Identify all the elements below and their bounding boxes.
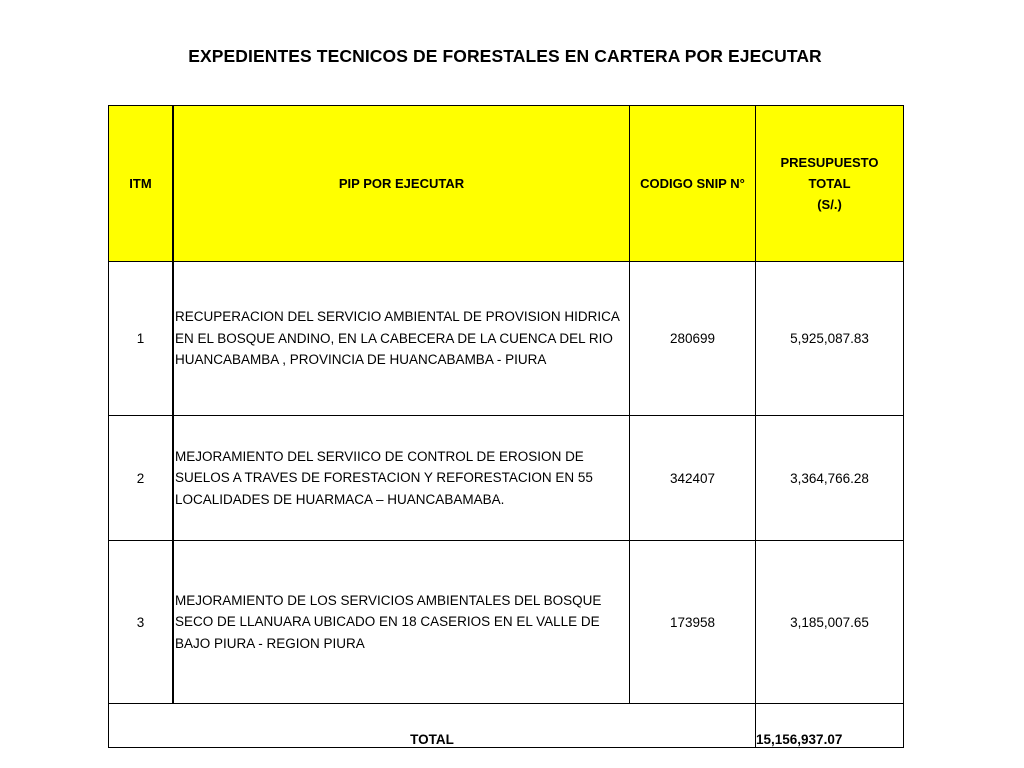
- header-pip: PIP POR EJECUTAR: [173, 106, 630, 262]
- total-value: 15,156,937.07: [756, 704, 904, 748]
- row-itm: 3: [109, 541, 174, 704]
- table-row: [109, 262, 904, 416]
- row-presupuesto: 5,925,087.83: [756, 262, 904, 416]
- total-label: TOTAL: [109, 704, 756, 748]
- table-row: [109, 416, 904, 541]
- row-snip: 173958: [630, 541, 756, 704]
- row-itm: 2: [109, 416, 174, 541]
- row-pip-text: MEJORAMIENTO DEL SERVIICO DE CONTROL DE EROSION DE SUELOS A TRAVES DE FORESTACION Y REFORESTACION EN 55 LOCALIDADES DE HUARMACA – HUANCABAMABA.: [175, 448, 593, 507]
- table-row: [109, 541, 904, 704]
- projects-table: [108, 105, 904, 748]
- page-title: EXPEDIENTES TECNICOS DE FORESTALES EN CARTERA POR EJECUTAR: [188, 46, 822, 66]
- row-presupuesto: 3,185,007.65: [756, 541, 904, 704]
- total-row: [109, 704, 904, 748]
- header-itm: ITM: [109, 106, 174, 262]
- row-pip: [173, 541, 630, 704]
- header-presupuesto-line1: PRESUPUESTO: [780, 155, 879, 170]
- row-pip: [173, 416, 630, 541]
- row-snip: 280699: [630, 262, 756, 416]
- row-pip-text: MEJORAMIENTO DE LOS SERVICIOS AMBIENTALES DEL BOSQUE SECO DE LLANUARA UBICADO EN 18 CASERIOS EN EL VALLE DE BAJO PIURA - REGION PIURA: [175, 592, 602, 651]
- table-header-row: [109, 106, 904, 262]
- row-itm: 1: [109, 262, 174, 416]
- header-snip: CODIGO SNIP N°: [630, 106, 756, 262]
- row-pip: [173, 262, 630, 416]
- row-snip: 342407: [630, 416, 756, 541]
- row-presupuesto: 3,364,766.28: [756, 416, 904, 541]
- row-pip-text: RECUPERACION DEL SERVICIO AMBIENTAL DE PROVISION HIDRICA EN EL BOSQUE ANDINO, EN LA CABECERA DE LA CUENCA DEL RIO HUANCABAMBA , PROVINCIA DE HUANCABAMBA - PIURA: [175, 309, 620, 368]
- header-presupuesto: [756, 106, 904, 262]
- header-presupuesto-line2: TOTAL: [808, 176, 851, 191]
- header-presupuesto-line3: (S/.): [817, 197, 842, 212]
